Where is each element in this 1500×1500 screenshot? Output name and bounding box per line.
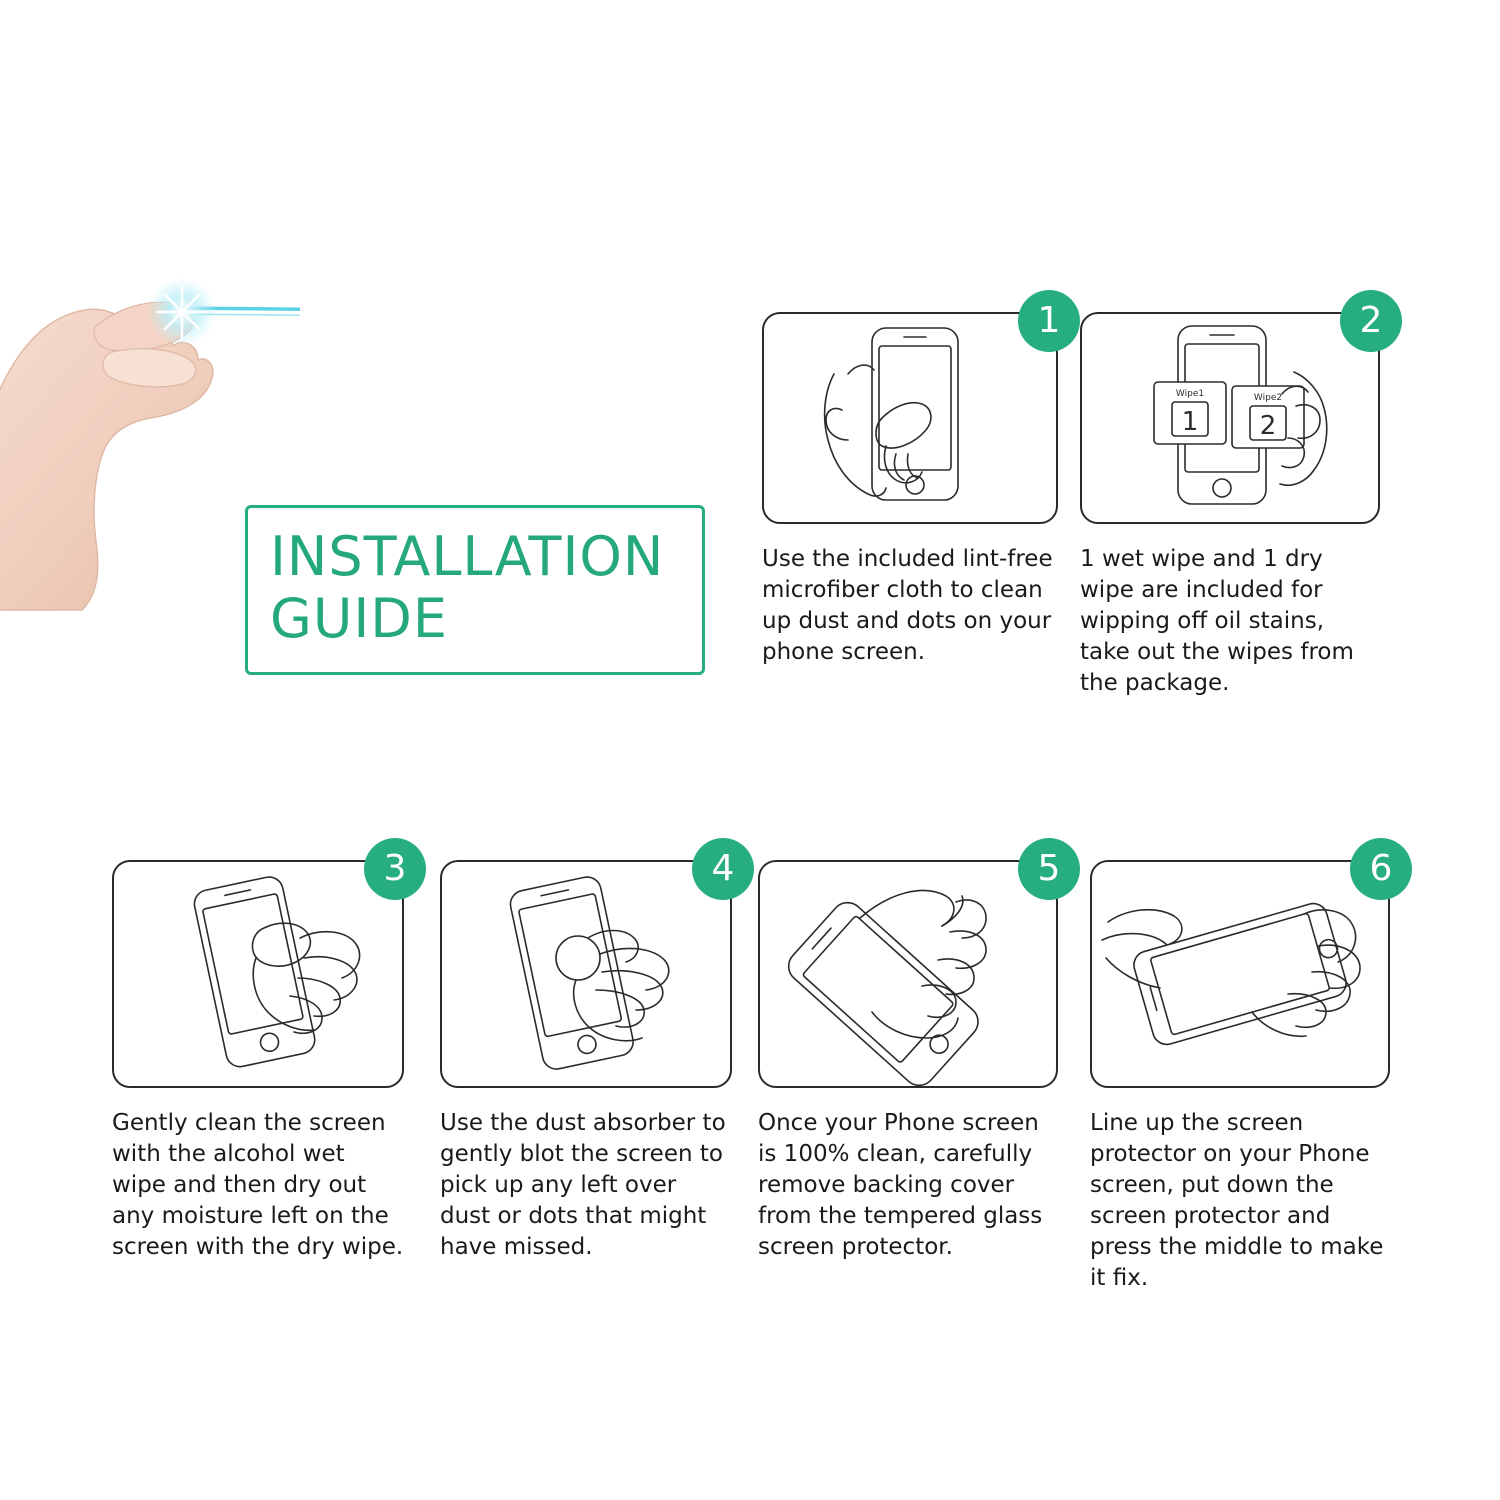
step-1-caption: Use the included lint-free microfiber cloth to clean up dust and dots on your phone screen.	[762, 546, 1053, 665]
step-2-caption: 1 wet wipe and 1 dry wipe are included for wipping off oil stains, take out the wipes from the package.	[1080, 546, 1354, 696]
svg-text:Wipe1: Wipe1	[1175, 389, 1205, 399]
step-2-illustration-card	[1080, 312, 1380, 524]
svg-text:2: 2	[1259, 411, 1277, 441]
step-4	[440, 848, 735, 1263]
svg-text:Wipe2: Wipe2	[1253, 393, 1283, 403]
step-2-number: 2	[1340, 290, 1402, 352]
step-3-caption: Gently clean the screen with the alcohol wet wipe and then dry out any moisture left on the screen with the dry wipe.	[112, 1110, 404, 1260]
step-5-illustration-card	[758, 860, 1058, 1088]
step-1-illustration-card	[762, 312, 1058, 524]
step-2	[1080, 300, 1383, 699]
step-6-caption: Line up the screen protector on your Phone screen, put down the screen protector and press the middle to make it fix.	[1090, 1110, 1384, 1291]
step-6	[1090, 848, 1393, 1294]
step-5-number: 5	[1018, 838, 1080, 900]
step-4-number: 4	[692, 838, 754, 900]
page-title-line-1: INSTALLATION	[270, 525, 665, 588]
step-1	[762, 300, 1061, 668]
step-6-illustration-card	[1090, 860, 1390, 1088]
step-3-number: 3	[364, 838, 426, 900]
step-4-caption: Use the dust absorber to gently blot the screen to pick up any left over dust or dots that might have missed.	[440, 1110, 726, 1260]
step-5	[758, 848, 1061, 1263]
step-4-illustration-card	[440, 860, 732, 1088]
svg-text:1: 1	[1181, 407, 1199, 437]
step-6-number: 6	[1350, 838, 1412, 900]
page-title	[245, 505, 705, 675]
step-1-number: 1	[1018, 290, 1080, 352]
step-3	[112, 848, 407, 1263]
step-5-caption: Once your Phone screen is 100% clean, carefully remove backing cover from the tempered glass screen protector.	[758, 1110, 1043, 1260]
step-3-illustration-card	[112, 860, 404, 1088]
page-title-line-2: GUIDE	[270, 587, 448, 650]
